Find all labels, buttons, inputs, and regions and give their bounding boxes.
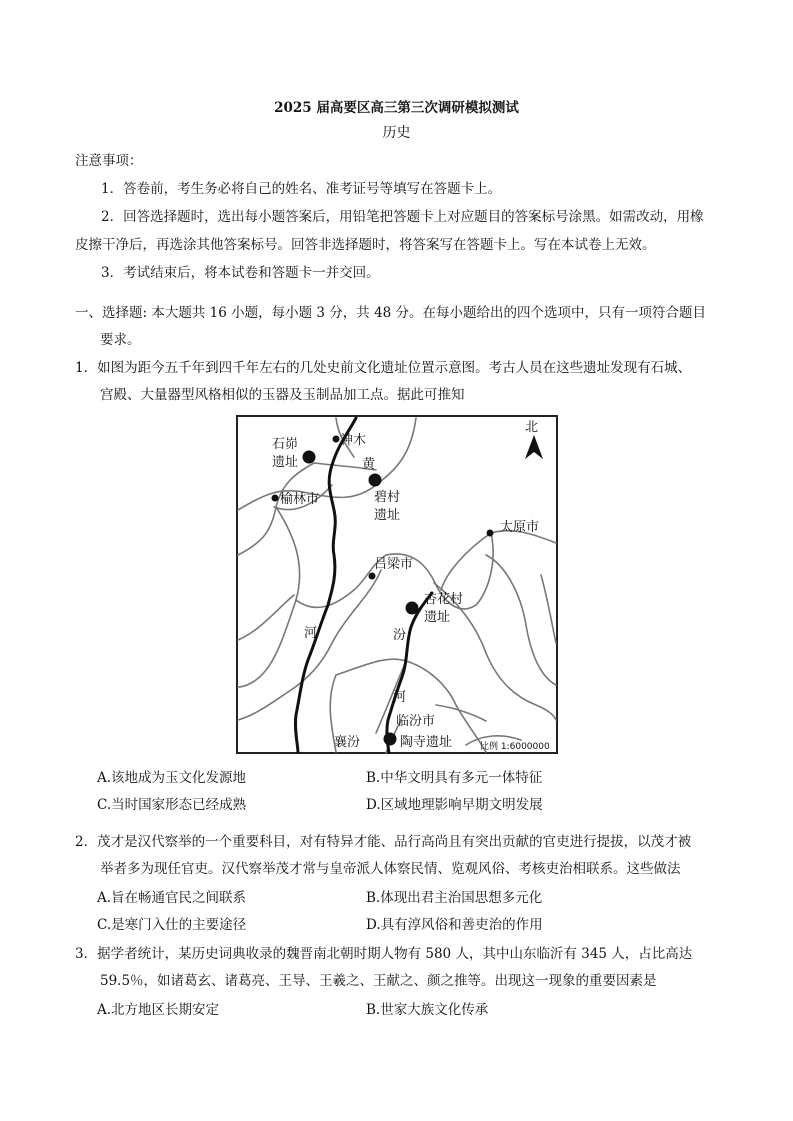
q2-option-a[interactable]: A.旨在畅通官民之间联系	[97, 890, 247, 906]
q1-option-c[interactable]: C.当时国家形态已经成熟	[97, 797, 247, 813]
notice-item-2-cont: 皮擦干净后，再选涂其他答案标号。回答非选择题时，将答案写在答题卡上。写在本试卷上无效。	[75, 237, 656, 253]
section-heading: 一、选择题: 本大题共 16 小题，每小题 3 分，共 48 分。在每小题给出的四个选项中，只有一项符合题目	[75, 305, 707, 321]
label-taiyuan: 太原市	[500, 520, 540, 535]
notice-item-3: 3．考试结束后，将本试卷和答题卡一并交回。	[101, 265, 380, 281]
label-he-2: 河	[393, 690, 407, 705]
exam-title: 2025 届高要区高三第三次调研模拟测试	[274, 100, 519, 116]
question-1-stem: 1．如图为距今五千年到四千年左右的几处史前文化遗址位置示意图。考古人员在这些遗址发现有石城、	[75, 360, 692, 376]
label-shimao-site: 遗址	[272, 455, 299, 470]
label-taosi: 陶寺遗址	[400, 735, 453, 750]
question-3-stem-cont: 59.5％，如诸葛玄、诸葛亮、王导、王羲之、王献之、颜之推等。出现这一现象的重要因素是	[100, 973, 657, 989]
notice-heading: 注意事项：	[75, 153, 143, 169]
label-xinghuacun-site: 遗址	[424, 610, 451, 625]
q2-option-d[interactable]: D.具有淳风俗和善吏治的作用	[366, 917, 543, 933]
q2-option-b[interactable]: B.体现出君主治国思想多元化	[366, 890, 543, 906]
label-linfen: 临汾市	[396, 714, 436, 729]
map-scale: 比例 1:6000000	[480, 742, 550, 752]
notice-item-1: 1．答卷前，考生务必将自己的姓名、准考证号等填写在答题卡上。	[101, 181, 502, 197]
label-shenmu: 神木	[340, 433, 367, 448]
north-label: 北	[525, 420, 539, 435]
question-2-stem: 2．茂才是汉代察举的一个重要科目，对有特异才能、品行高尚且有突出贡献的官吏进行提拔，以茂才被	[75, 834, 692, 850]
label-xinghuacun: 杏花村	[424, 592, 464, 607]
site-location-map	[236, 415, 558, 754]
question-3-stem: 3．据学者统计，某历史词典收录的魏晋南北朝时期人物有 580 人，其中山东临沂有 345 人，占比高达	[75, 946, 693, 962]
question-1-stem-cont: 宫殿、大量器型风格相似的玉器及玉制品加工点。据此可推知	[100, 387, 465, 403]
label-he-1: 河	[304, 626, 318, 641]
q1-option-d[interactable]: D.区域地理影响早期文明发展	[366, 797, 543, 813]
q3-option-b[interactable]: B.世家大族文化传承	[366, 1002, 489, 1018]
label-yulin: 榆林市	[280, 492, 320, 507]
label-lvliang: 吕梁市	[374, 557, 414, 572]
label-bicun: 碧村	[374, 490, 401, 505]
q3-option-a[interactable]: A.北方地区长期安定	[97, 1002, 220, 1018]
notice-item-2: 2．回答选择题时，选出每小题答案后，用铅笔把答题卡上对应题目的答案标号涂黑。如需改动，用橡	[101, 209, 704, 225]
label-xiangfen: 襄汾	[334, 735, 361, 750]
q1-option-a[interactable]: A.该地成为玉文化发源地	[97, 770, 247, 786]
label-huang: 黄	[362, 457, 376, 472]
question-2-stem-cont: 举者多为现任官吏。汉代察举茂才常与皇帝派人体察民情、览观风俗、考核吏治相联系。这些做法	[100, 861, 681, 877]
label-shimao: 石峁	[272, 437, 299, 452]
q2-option-c[interactable]: C.是寒门入仕的主要途径	[97, 917, 247, 933]
section-heading-cont: 要求。	[100, 332, 141, 348]
q1-option-b[interactable]: B.中华文明具有多元一体特征	[366, 770, 543, 786]
label-fen: 汾	[393, 628, 407, 643]
label-bicun-site: 遗址	[374, 508, 401, 523]
subject-title: 历史	[382, 125, 411, 141]
